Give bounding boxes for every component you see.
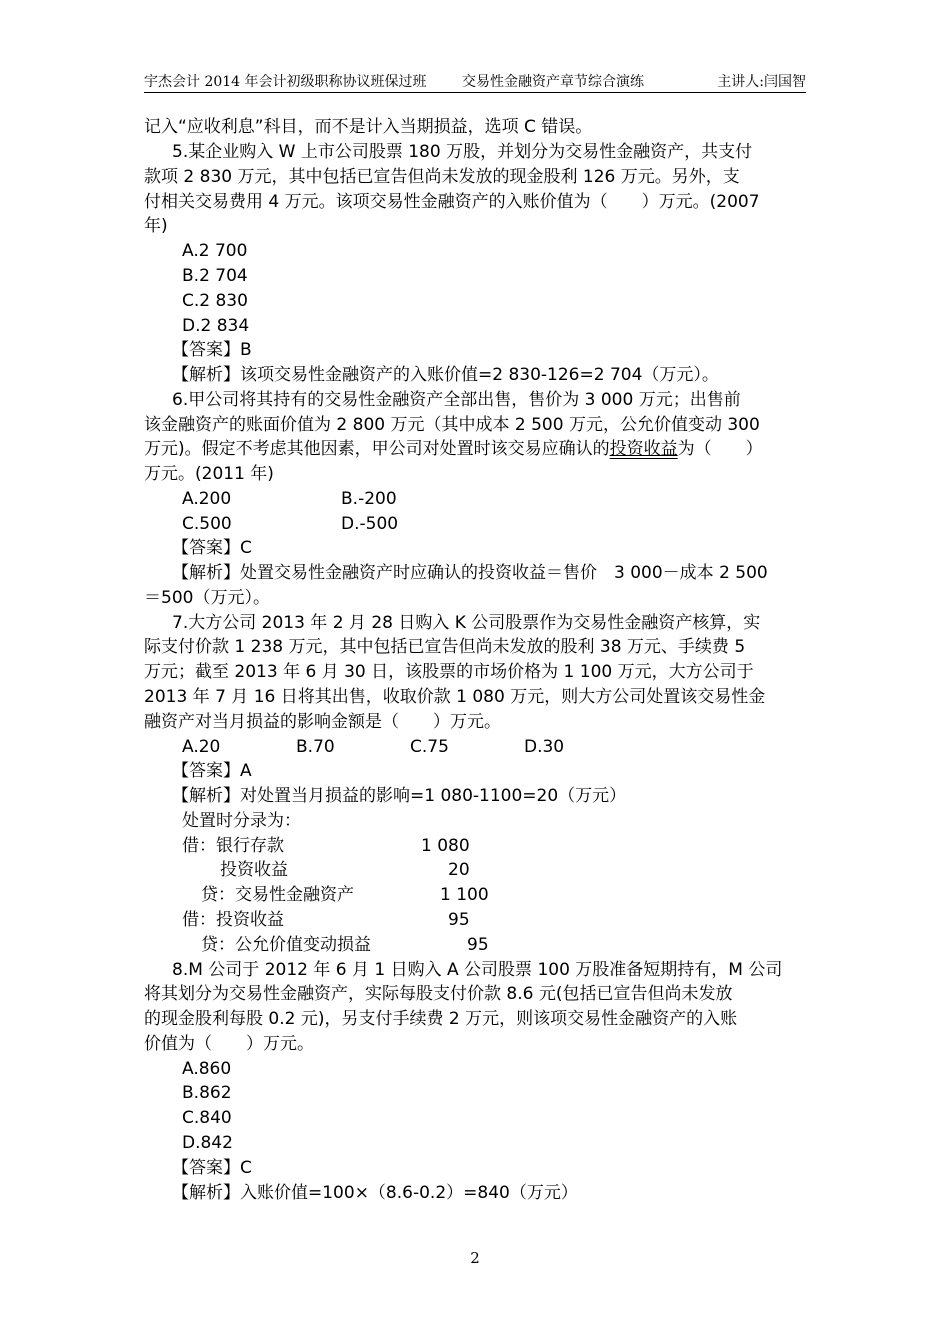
question-7-answer: 【答案】A (172, 761, 252, 781)
question-6-stem: 6.甲公司将其持有的交易性金融资产全部出售，售价为 3 000 万元；出售前 (172, 390, 741, 410)
question-6-stem: 该金融资产的账面价值为 2 800 万元（其中成本 2 500 万元，公允价值变动 300 (144, 415, 760, 435)
journal-entry-account: 借：银行存款 (182, 836, 284, 856)
journal-entry-account: 投资收益 (220, 860, 288, 880)
question-5-option-a: A.2 700 (182, 241, 248, 261)
question-5-stem: 年) (144, 216, 168, 236)
question-7-option-c: C.75 (410, 737, 449, 757)
question-7-stem: 2013 年 7 月 16 日将其出售，收取价款 1 080 万元，则大方公司处置该交易性金 (144, 687, 766, 707)
question-6-option-c: C.500 (182, 514, 232, 534)
question-6-answer: 【答案】C (172, 538, 252, 558)
question-6-option-b: B.-200 (341, 489, 397, 509)
question-8-option-b: B.862 (182, 1083, 232, 1103)
question-5-answer: 【答案】B (172, 340, 252, 360)
question-8-answer: 【答案】C (172, 1158, 252, 1178)
journal-entry-heading: 处置时分录为： (182, 811, 301, 831)
question-7-explanation: 【解析】对处置当月损益的影响=1 080-1100=20（万元） (172, 786, 627, 806)
journal-entry-account: 贷：公允价值变动损益 (201, 935, 371, 955)
journal-entry-amount: 20 (448, 860, 470, 880)
header-lecturer: 主讲人:闫国智 (717, 74, 806, 90)
question-5-option-b: B.2 704 (182, 266, 248, 286)
question-5-stem: 5.某企业购入 W 上市公司股票 180 万股，并划分为交易性金融资产，共支付 (172, 142, 753, 162)
question-8-option-d: D.842 (182, 1133, 233, 1153)
question-5-stem: 付相关交易费用 4 万元。该项交易性金融资产的入账价值为（ ）万元。(2007 (144, 192, 760, 212)
page-header (144, 72, 806, 93)
question-6-explanation: 【解析】处置交易性金融资产时应确认的投资收益＝售价 3 000－成本 2 500 (172, 563, 768, 583)
journal-entry-amount: 95 (448, 910, 470, 930)
question-8-stem: 的现金股利每股 0.2 元)，另支付手续费 2 万元，则该项交易性金融资产的入账 (144, 1009, 738, 1029)
question-8-explanation: 【解析】入账价值=100×（8.6-0.2）=840（万元） (172, 1183, 578, 1203)
question-8-stem: 价值为（ ）万元。 (144, 1034, 314, 1054)
question-7-option-a: A.20 (182, 737, 221, 757)
body-text-line: 记入“应收利息”科目，而不是计入当期损益，选项 C 错误。 (144, 117, 593, 137)
header-chapter-title: 交易性金融资产章节综合演练 (462, 74, 644, 90)
journal-entry-amount: 1 100 (440, 885, 489, 905)
question-8-stem: 将其划分为交易性金融资产，实际每股支付价款 8.6 元(包括已宣告但尚未发放 (144, 984, 733, 1004)
question-7-stem: 融资产对当月损益的影响金额是（ ）万元。 (144, 712, 501, 732)
emphasized-term: 投资收益 (609, 439, 678, 459)
question-5-option-c: C.2 830 (182, 291, 248, 311)
journal-entry-account: 贷：交易性金融资产 (201, 885, 354, 905)
question-8-option-a: A.860 (182, 1059, 232, 1079)
question-6-option-d: D.-500 (341, 514, 399, 534)
question-6-explanation: ＝500（万元）。 (144, 588, 270, 608)
question-6-stem (144, 437, 763, 461)
question-6-text: 为（ ） (677, 439, 763, 459)
question-7-option-d: D.30 (524, 737, 565, 757)
journal-entry-amount: 95 (467, 935, 489, 955)
journal-entry-account: 借：投资收益 (182, 910, 284, 930)
question-7-stem: 万元；截至 2013 年 6 月 30 日，该股票的市场价格为 1 100 万元，大方公司于 (144, 662, 754, 682)
page-number: 2 (470, 1249, 480, 1267)
question-8-option-c: C.840 (182, 1108, 232, 1128)
header-course-title: 宇杰会计 2014 年会计初级职称协议班保过班 (144, 74, 427, 90)
question-7-stem: 际支付价款 1 238 万元，其中包括已宣告但尚未发放的股利 38 万元、手续费 5 (144, 637, 746, 657)
journal-entry-amount: 1 080 (421, 836, 470, 856)
question-8-stem: 8.M 公司于 2012 年 6 月 1 日购入 A 公司股票 100 万股准备短期持有，M 公司 (172, 960, 783, 980)
question-5-stem: 款项 2 830 万元，其中包括已宣告但尚未发放的现金股利 126 万元。另外，支 (144, 167, 740, 187)
question-7-stem: 7.大方公司 2013 年 2 月 28 日购入 K 公司股票作为交易性金融资产核算，实 (172, 613, 761, 633)
question-6-text: 万元)。假定不考虑其他因素，甲公司对处置时该交易应确认的 (144, 439, 610, 459)
question-7-option-b: B.70 (296, 737, 335, 757)
question-5-explanation: 【解析】该项交易性金融资产的入账价值=2 830-126=2 704（万元）。 (172, 365, 719, 385)
question-6-stem: 万元。(2011 年) (144, 464, 274, 484)
question-5-option-d: D.2 834 (182, 316, 250, 336)
question-6-option-a: A.200 (182, 489, 232, 509)
